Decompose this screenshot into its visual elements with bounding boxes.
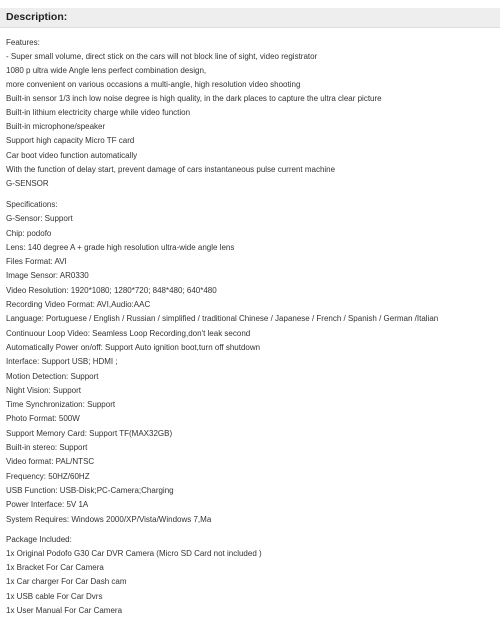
spec-line: Continuour Loop Video: Seamless Loop Recording,don't leak second — [6, 329, 251, 338]
spec-line: Motion Detection: Support — [6, 372, 99, 381]
spec-line: Files Format: AVI — [6, 257, 67, 266]
package-line: 1x Car charger For Car Dash cam — [6, 577, 127, 586]
package-line: 1x USB cable For Car Dvrs — [6, 592, 103, 601]
spec-line: Photo Format: 500W — [6, 414, 80, 423]
feature-line: Built-in sensor 1/3 inch low noise degree is high quality, in the dark places to capture the ultra clear picture — [6, 94, 382, 103]
specifications-heading: Specifications: — [6, 200, 58, 209]
package-line: 1x User Manual For Car Camera — [6, 606, 123, 615]
features-heading: Features: — [6, 38, 40, 47]
package-line: 1x Original Podofo G30 Car DVR Camera (Micro SD Card not included ) — [6, 549, 262, 558]
feature-line: Car boot video function automatically — [6, 151, 138, 160]
spec-line: Language: Portuguese / English / Russian / simplified / traditional Chinese / Japanese / French / Spanish / German /Italian — [6, 314, 439, 323]
feature-line: With the function of delay start, prevent damage of cars instantaneous pulse current machine — [6, 165, 336, 174]
feature-line: G-SENSOR — [6, 179, 49, 188]
spec-line: Frequency: 50HZ/60HZ — [6, 472, 90, 481]
description-title: Description: — [6, 11, 68, 23]
package-line: 1x Bracket For Car Camera — [6, 563, 104, 572]
spec-line: Power Interface: 5V 1A — [6, 500, 89, 509]
spec-line: Recording Video Format: AVI,Audio:AAC — [6, 300, 151, 309]
feature-line: Built-in microphone/speaker — [6, 122, 106, 131]
spec-line: Image Sensor: AR0330 — [6, 271, 89, 280]
feature-line: 1080 p ultra wide Angle lens perfect combination design, — [6, 66, 207, 75]
feature-line: Built-in lithium electricity charge while video function — [6, 108, 191, 117]
description-header — [0, 8, 500, 28]
spec-line: Chip: podofo — [6, 229, 52, 238]
spec-line: Time Synchronization: Support — [6, 400, 116, 409]
feature-line: - Super small volume, direct stick on the cars will not block line of sight, video registrator — [6, 52, 318, 61]
spec-line: Support Memory Card: Support TF(MAX32GB) — [6, 429, 173, 438]
feature-line: Support high capacity Micro TF card — [6, 136, 135, 145]
spec-line: Built-in stereo: Support — [6, 443, 88, 452]
spec-line: USB Function: USB-Disk;PC-Camera;Charging — [6, 486, 174, 495]
spec-line: Night Vision: Support — [6, 386, 82, 395]
spec-line: Video Resolution: 1920*1080; 1280*720; 848*480; 640*480 — [6, 286, 217, 295]
spec-line: Lens: 140 degree A + grade high resolution ultra-wide angle lens — [6, 243, 235, 252]
spec-line: Video format: PAL/NTSC — [6, 457, 95, 466]
spec-line: Automatically Power on/off: Support Auto ignition boot,turn off shutdown — [6, 343, 261, 352]
spec-line: Interface: Support USB; HDMI ; — [6, 357, 118, 366]
package-heading: Package Included: — [6, 535, 72, 544]
spec-line: G-Sensor: Support — [6, 214, 73, 223]
spec-line: System Requires: Windows 2000/XP/Vista/Windows 7,Ma — [6, 515, 212, 524]
feature-line: more convenient on various occasions a multi-angle, high resolution video shooting — [6, 80, 301, 89]
